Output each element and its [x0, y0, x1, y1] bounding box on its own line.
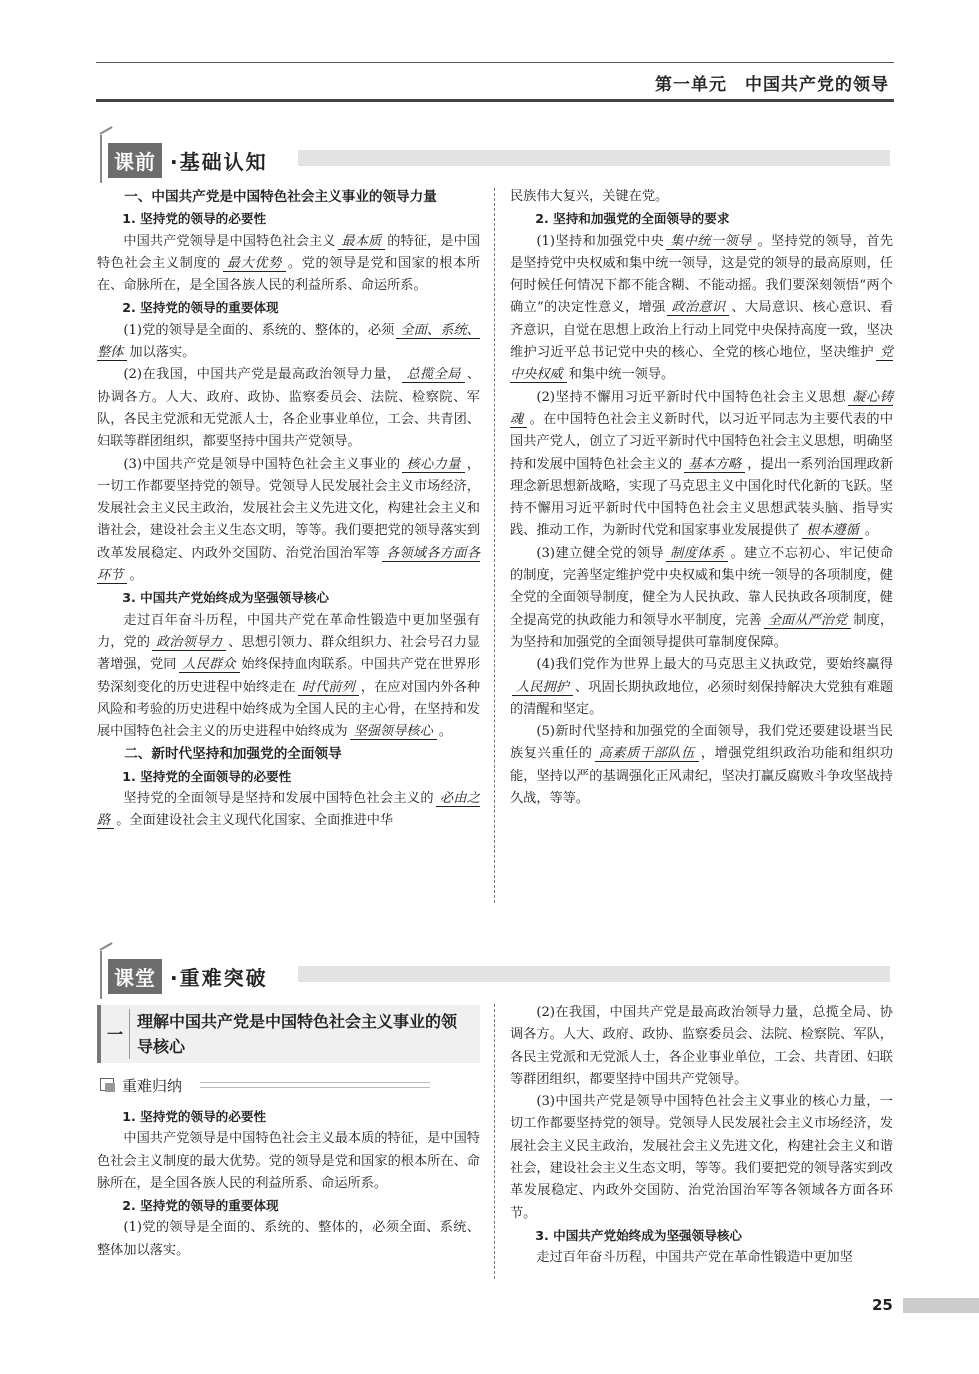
text-run: 中国共产党领导是中国特色社会主义最本质的特征，是中国特色社会主义制度的最大优势。党的领导是党和国家的根本所在、命脉所在，是全国各族人民的利益所系、命运所系。 — [97, 1131, 480, 1191]
fill-in-answer: 坚强领导核心 — [350, 724, 437, 740]
text-run: (1)党的领导是全面的、系统的、整体的，必须 — [123, 322, 395, 338]
column-left-preview — [97, 186, 480, 833]
text-run: 。全面建设社会主义现代化国家、全面推进中华 — [116, 813, 394, 829]
section-bar — [298, 150, 890, 166]
fill-in-answer: 凝心铸魂 — [510, 389, 894, 427]
paragraph — [97, 1217, 480, 1262]
paragraph — [97, 364, 480, 453]
heading — [97, 297, 480, 319]
fill-in-answer: 集中统一领导 — [666, 234, 755, 250]
paragraph — [510, 654, 893, 721]
text-run: ，增强党组织政治功能和组织功能，坚持以严的基调强化正风肃纪，坚决打赢反腐败斗争攻坚战持久战，等等。 — [510, 746, 894, 807]
fill-in-answer: 党中央权威 — [510, 345, 893, 383]
heading — [97, 743, 480, 765]
column-left-class — [97, 1106, 480, 1262]
fill-in-answer: 必由之路 — [97, 791, 481, 829]
fill-in-answer: 政治领导力 — [152, 635, 226, 651]
section-title: ·基础认知 — [170, 150, 268, 174]
paragraph — [510, 1247, 893, 1269]
fill-in-answer: 核心力量 — [402, 457, 464, 473]
text-run: 。建立不忘初心、牢记使命的制度，完善坚定维护党中央权威和集中统一领导的各项制度，健全党的全面领导制度，健全为人民执政、靠人民执政各项制度，健全提高党的执政能力和领导水平制度，完善 — [510, 545, 894, 628]
text-run: 坚持党的全面领导是坚持和发展中国特色社会主义的 — [123, 791, 434, 807]
text-run: 1. 坚持党的领导的必要性 — [122, 1109, 267, 1124]
heading — [97, 766, 480, 788]
text-run: (2)坚持不懈用习近平新时代中国特色社会主义思想 — [536, 389, 847, 405]
text-run: 2. 坚持党的领导的重要体现 — [122, 1198, 279, 1214]
text-run: 二、新时代坚持和加强党的全面领导 — [124, 746, 342, 763]
paragraph — [510, 543, 893, 654]
paragraph — [510, 1091, 893, 1225]
fill-in-answer: 高素质干部队伍 — [595, 746, 699, 762]
fill-in-answer: 全面从严治党 — [764, 613, 852, 629]
square-bullet-icon — [100, 1078, 114, 1091]
section-tag: 课堂 — [108, 959, 162, 994]
page-number: 25 — [872, 1296, 893, 1314]
text-run: (1)党的领导是全面的、系统的、整体的，必须全面、系统、整体加以落实。 — [97, 1220, 480, 1258]
text-run: 、协调各方。人大、政府、政协、监察委员会、法院、检察院、军队，各民主党派和无党派人士，各企业事业单位，工会、共青团、妇联等群团组织，都要坚持中国共产党领导。 — [97, 367, 480, 450]
fill-in-answer: 时代前列 — [298, 680, 359, 696]
section-heading-class — [100, 951, 890, 999]
text-run: 1. 坚持党的全面领导的必要性 — [122, 768, 292, 784]
text-run: 中国共产党领导是中国特色社会主义 — [123, 233, 336, 249]
fill-in-answer: 人民拥护 — [512, 680, 573, 696]
paragraph — [97, 788, 480, 833]
text-run: ，提出一系列治国理政新理念新思想新战略，实现了马克思主义中国化时代化新的飞跃。坚持不懈用习近平新时代中国特色社会主义思想武装头脑、指导实践、推动工作，为新时代党和国家事业发展提供了 — [510, 456, 894, 539]
paragraph — [97, 1128, 480, 1195]
column-right-class — [510, 1002, 893, 1270]
paragraph — [510, 186, 893, 208]
paragraph — [97, 231, 480, 298]
subheading-rule — [200, 1082, 430, 1088]
paragraph — [97, 320, 480, 365]
fill-in-answer: 人民群众 — [179, 657, 240, 673]
text-run: 3. 中国共产党始终成为坚强领导核心 — [535, 1227, 743, 1243]
column-divider — [494, 188, 495, 903]
text-run: 加以落实。 — [129, 345, 196, 361]
text-run: (5)新时代坚持和加强党的全面领导，我们党还要建设堪当民族复兴重任的 — [510, 724, 893, 762]
section-heading-preview — [100, 135, 890, 183]
text-run: (1)坚持和加强党中央 — [536, 233, 665, 249]
fill-in-answer: 制度体系 — [666, 546, 728, 562]
text-run: 3. 中国共产党始终成为坚强领导核心 — [122, 590, 330, 606]
heading — [97, 208, 480, 230]
text-run: (2)在我国，中国共产党是最高政治领导力量， — [123, 367, 401, 383]
text-run: 和集中统一领导。 — [568, 367, 675, 383]
paragraph — [510, 1002, 893, 1091]
section-bar — [298, 966, 890, 982]
paragraph — [97, 454, 480, 588]
text-run: 。 — [438, 724, 452, 740]
text-run: 、思想引领力、群众组织力、社会号召力显著增强，党同 — [97, 634, 481, 673]
paragraph — [510, 231, 893, 387]
heading — [97, 1106, 480, 1128]
fill-in-answer: 政治意识 — [667, 300, 729, 316]
text-run: 1. 坚持党的领导的必要性 — [122, 211, 267, 227]
text-run: (3)建立健全党的领导 — [536, 545, 665, 561]
fill-in-answer: 最大优势 — [223, 256, 286, 272]
heading — [510, 1225, 893, 1247]
text-run: 、大局意识、核心意识、看齐意识，自觉在思想上政治上行动上同党中央保持高度一致，坚决维护习近平总书记党中央的核心、全党的核心地位，坚决维护 — [510, 300, 894, 361]
topic-number: 一 — [107, 1025, 124, 1044]
text-run: 一、中国共产党是中国特色社会主义事业的领导力量 — [124, 189, 437, 205]
text-run: 走过百年奋斗历程，中国共产党在革命性锻造中更加坚强有力，党的 — [97, 612, 480, 650]
topic-separator — [129, 1009, 130, 1059]
subheading-label: 重难归纳 — [122, 1077, 183, 1095]
text-run: 。 — [129, 568, 143, 584]
text-run: 。在中国特色社会主义新时代，以习近平同志为主要代表的中国共产党人，创立了习近平新时代中国特色社会主义思想，明确坚持和发展中国特色社会主义的 — [510, 411, 894, 472]
section-tag: 课前 — [108, 143, 162, 178]
paragraph — [510, 387, 893, 543]
text-run: 、巩固长期执政地位，必须时刻保持解决大党独有难题的清醒和坚定。 — [510, 679, 894, 717]
heading — [97, 1195, 480, 1217]
text-run: (4)我们党作为世界上最大的马克思主义执政党，要始终赢得 — [536, 657, 893, 673]
topic-title: 理解中国共产党是中国特色社会主义事业的领导核心 — [137, 1012, 458, 1056]
fill-in-answer: 各领域各方面各环节 — [97, 545, 481, 584]
fill-in-answer: 基本方略 — [684, 457, 745, 473]
fill-in-answer: 根本遵循 — [802, 523, 863, 539]
fill-in-answer: 最本质 — [338, 234, 386, 250]
running-header: 第一单元 中国共产党的领导 — [655, 75, 889, 95]
section-title: ·重难突破 — [170, 966, 268, 990]
text-run: 。党的领导是党和国家的根本所在、命脉所在，是全国各族人民的利益所系、命运所系。 — [97, 255, 481, 294]
paragraph — [97, 610, 480, 744]
header-rule — [96, 99, 894, 102]
heading — [97, 587, 480, 609]
text-run: ，在应对国内外各种风险和考验的历史进程中始终成为全国人民的主心骨，在坚持和发展中国特色社会主义的历史进程中始终成为 — [97, 679, 481, 740]
text-run: (3)中国共产党是领导中国特色社会主义事业的核心力量，一切工作都要坚持党的领导。党领导人民发展社会主义市场经济，发展社会主义民主政治，发展社会主义先进文化，构建社会主义和谐社会，建设社会主义生态文明，等等。我们要把党的领导落实到改革发展稳定、内政外交国防、治党治国治军等各领域各方面各环节。 — [510, 1094, 893, 1221]
text-run: (2)在我国，中国共产党是最高政治领导力量，总揽全局、协调各方。人大、政府、政协、监察委员会、法院、检察院、军队，各民主党派和无党派人士，各企业事业单位，工会、共青团、妇联等群团组织，都要坚持中国共产党领导。 — [510, 1005, 893, 1087]
heading — [510, 208, 893, 230]
text-run: 2. 坚持党的领导的重要体现 — [122, 300, 279, 316]
heading — [97, 186, 480, 208]
text-run: ，一切工作都要坚持党的领导。党领导人民发展社会主义市场经济，发展社会主义民主政治，发展社会主义先进文化，构建社会主义和谐社会，建设社会主义生态文明，等等。我们要把党的领导落实到改革发展稳定、内政外交国防、治党治国治军等 — [97, 456, 480, 561]
topic-card — [97, 1005, 480, 1063]
subheading-key-points — [100, 1075, 430, 1095]
text-run: 民族伟大复兴，关键在党。 — [510, 189, 669, 204]
text-run: (3)中国共产党是领导中国特色社会主义事业的 — [123, 456, 401, 472]
paragraph — [510, 721, 893, 810]
top-rule — [96, 62, 894, 63]
fill-in-answer: 全面、系统、整体 — [97, 322, 480, 361]
text-run: 2. 坚持和加强党的全面领导的要求 — [535, 211, 730, 227]
text-run: 始终保持血肉联系。中国共产党在世界形势深刻变化的历史进程中始终走在 — [97, 657, 481, 695]
text-run: 制度，为坚持和加强党的全面领导提供可靠制度保障。 — [510, 612, 894, 650]
column-divider — [494, 1004, 495, 1279]
fill-in-answer: 总揽全局 — [402, 367, 464, 383]
text-run: 的特征，是中国特色社会主义制度的 — [97, 233, 481, 271]
column-right-preview — [510, 186, 893, 810]
text-run: 走过百年奋斗历程，中国共产党在革命性锻造中更加坚 — [536, 1250, 853, 1266]
page-tab-bar — [903, 1298, 979, 1313]
text-run: 。 — [864, 523, 879, 539]
text-run: 。坚持党的领导，首先是坚持党中央权威和集中统一领导，这是党的领导的最高原则，任何时候任何情况下都不能含糊、不能动摇。我们要深刻领悟“两个确立”的决定性意义，增强 — [510, 233, 894, 316]
